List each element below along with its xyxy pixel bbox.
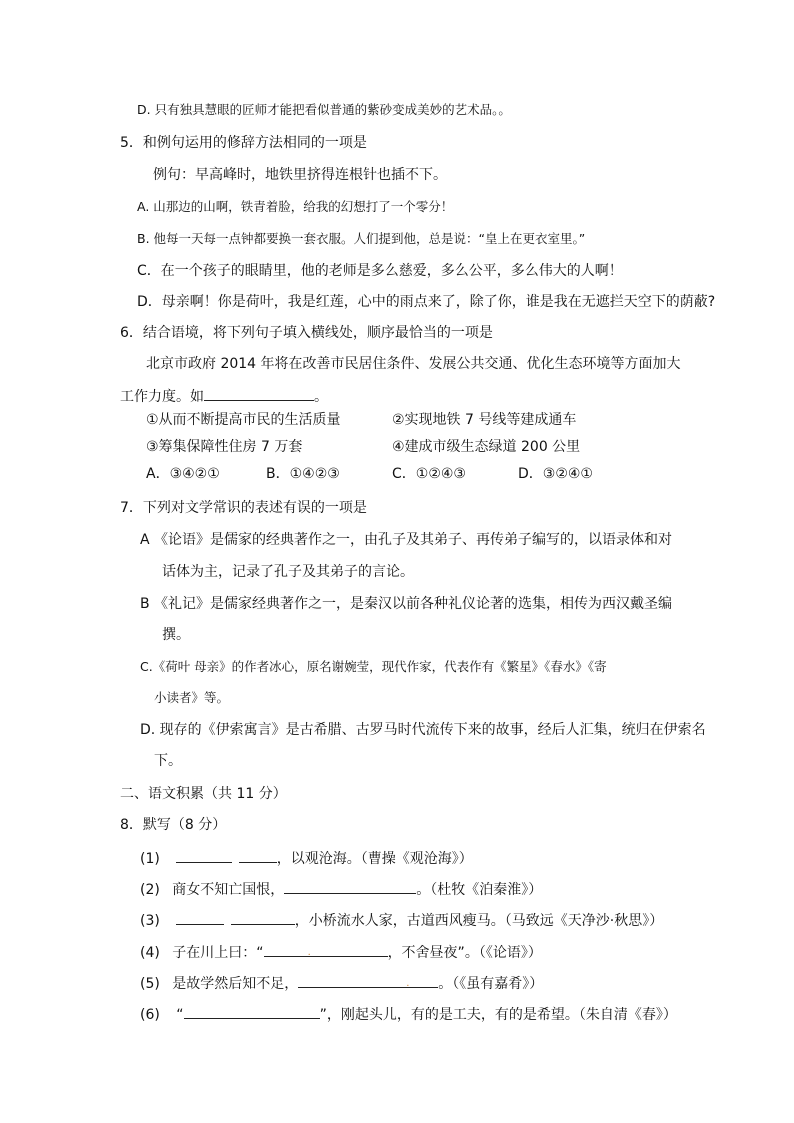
q8-item-6-text: ”，刚起头儿，有的是工夫，有的是希望。（朱自清《春》） bbox=[319, 1007, 677, 1023]
q7-option-c-line1: C.《荷叶 母亲》的作者冰心，原名谢婉莹，现代作家，代表作有《繁星》《春水》《寄 bbox=[140, 659, 607, 674]
q8-item-4-prefix: 子在川上曰：“ bbox=[172, 945, 264, 961]
section-2-heading: 二、语文积累（共 11 分） bbox=[120, 786, 287, 802]
q8-item-1-number: (1) bbox=[140, 851, 160, 867]
stray-dot-mark: . bbox=[406, 978, 410, 989]
q8-item-5-text: 。（《虽有嘉肴》） bbox=[438, 976, 544, 992]
q7-option-d-line1: D. 现存的《伊索寓言》是古希腊、古罗马时代流传下来的故事，经后人汇集，统归在伊索名 bbox=[140, 722, 706, 738]
q6-option-c: C．①②④③ bbox=[392, 466, 466, 482]
q8-item-2-prefix: 商女不知亡国恨， bbox=[172, 882, 285, 898]
q8-item-2-blank[interactable] bbox=[284, 879, 416, 894]
q8-item-4-number: (4) bbox=[140, 945, 160, 961]
q7-option-d-line2: 下。 bbox=[154, 753, 182, 769]
q5-stem: 5．和例句运用的修辞方法相同的一项是 bbox=[120, 135, 367, 151]
stray-dot-mark: . bbox=[307, 947, 311, 958]
q8-item-1-text: ，以观沧海。（曹操《观沧海》） bbox=[276, 851, 473, 867]
q5-option-d: D．母亲啊！你是荷叶，我是红莲，心中的雨点来了，除了你，谁是我在无遮拦天空下的荫蔽? bbox=[137, 294, 716, 310]
q7-option-a-line1: A 《论语》是儒家的经典著作之一，由孔子及其弟子、再传弟子编写的，以语录体和对 bbox=[140, 532, 673, 548]
q7-option-c-line2: 小读者》等。 bbox=[154, 690, 230, 705]
q7-option-a-line2: 话体为主，记录了孔子及其弟子的言论。 bbox=[162, 564, 414, 580]
q6-passage-text: 工作力度。如 bbox=[120, 389, 204, 405]
q8-item-2-text: 。（杜牧《泊秦淮》） bbox=[416, 882, 543, 898]
q8-item-5 bbox=[140, 973, 543, 993]
q8-item-3-number: (3) bbox=[140, 913, 160, 929]
q5-option-c: C．在一个孩子的眼睛里，他的老师是多么慈爱，多么公平，多么伟大的人啊！ bbox=[137, 263, 623, 279]
q8-item-5-prefix: 是故学然后知不足， bbox=[172, 976, 299, 992]
q6-answer-blank[interactable] bbox=[204, 386, 314, 401]
q6-sentence-2: ②实现地铁 7 号线等建成通车 bbox=[392, 412, 577, 428]
q8-item-5-number: (5) bbox=[140, 976, 160, 992]
q5-example: 例句：早高峰时，地铁里挤得连根针也插不下。 bbox=[153, 167, 447, 183]
q5-option-b: B. 他每一天每一点钟都要换一套衣服。人们提到他，总是说：“皇上在更衣室里。” bbox=[137, 231, 586, 246]
q6-option-b: B．①④②③ bbox=[266, 466, 340, 482]
q6-passage-line1: 北京市政府 2014 年将在改善市民居住条件、发展公共交通、优化生态环境等方面加大 bbox=[146, 356, 681, 372]
q8-item-1 bbox=[140, 848, 473, 868]
q7-stem: 7．下列对文学常识的表述有误的一项是 bbox=[120, 500, 367, 516]
q6-sentence-1: ①从而不断提高市民的生活质量 bbox=[146, 412, 341, 428]
q8-stem: 8．默写（8 分） bbox=[120, 817, 227, 833]
q8-item-2 bbox=[140, 879, 542, 899]
q8-item-3-text: ，小桥流水人家，古道西风瘦马。（马致远《天净沙·秋思》） bbox=[294, 913, 664, 929]
q6-option-d: D．③②④① bbox=[518, 466, 593, 482]
q7-option-b-line2: 撰。 bbox=[162, 627, 190, 643]
q8-item-6-open-quote: “ bbox=[176, 1007, 184, 1023]
q8-item-3-blank-a[interactable] bbox=[176, 910, 224, 925]
q8-item-5-blank[interactable] bbox=[298, 973, 438, 988]
q4-option-d: D. 只有独具慧眼的匠师才能把看似普通的紫砂变成美妙的艺术品。。 bbox=[137, 102, 511, 117]
q8-item-1-blank-a[interactable] bbox=[176, 848, 232, 863]
q6-sentence-4: ④建成市级生态绿道 200 公里 bbox=[392, 439, 581, 455]
q8-item-4-text: ，不舍昼夜”。（《论语》） bbox=[387, 945, 542, 961]
q6-option-a: A．③④②① bbox=[146, 466, 220, 482]
q8-item-4 bbox=[140, 942, 542, 962]
q6-stem: 6．结合语境，将下列句子填入横线处，顺序最恰当的一项是 bbox=[120, 325, 493, 341]
q8-item-6-number: (6) bbox=[140, 1007, 160, 1023]
q8-item-4-blank[interactable] bbox=[264, 942, 388, 957]
q8-item-3-blank-b[interactable] bbox=[231, 910, 295, 925]
q6-passage-end: 。 bbox=[314, 389, 328, 405]
q6-passage-line2 bbox=[120, 386, 328, 406]
q8-item-6 bbox=[140, 1004, 677, 1024]
q8-item-1-blank-b[interactable] bbox=[239, 848, 277, 863]
q5-option-a: A. 山那边的山啊，铁青着脸，给我的幻想打了一个零分！ bbox=[137, 199, 454, 214]
q8-item-2-number: (2) bbox=[140, 882, 160, 898]
q8-item-6-blank[interactable] bbox=[184, 1004, 320, 1019]
q8-item-3 bbox=[140, 910, 663, 930]
q7-option-b-line1: B 《礼记》是儒家经典著作之一，是秦汉以前各种礼仪论著的选集，相传为西汉戴圣编 bbox=[140, 596, 673, 612]
q6-sentence-3: ③筹集保障性住房 7 万套 bbox=[146, 439, 303, 455]
